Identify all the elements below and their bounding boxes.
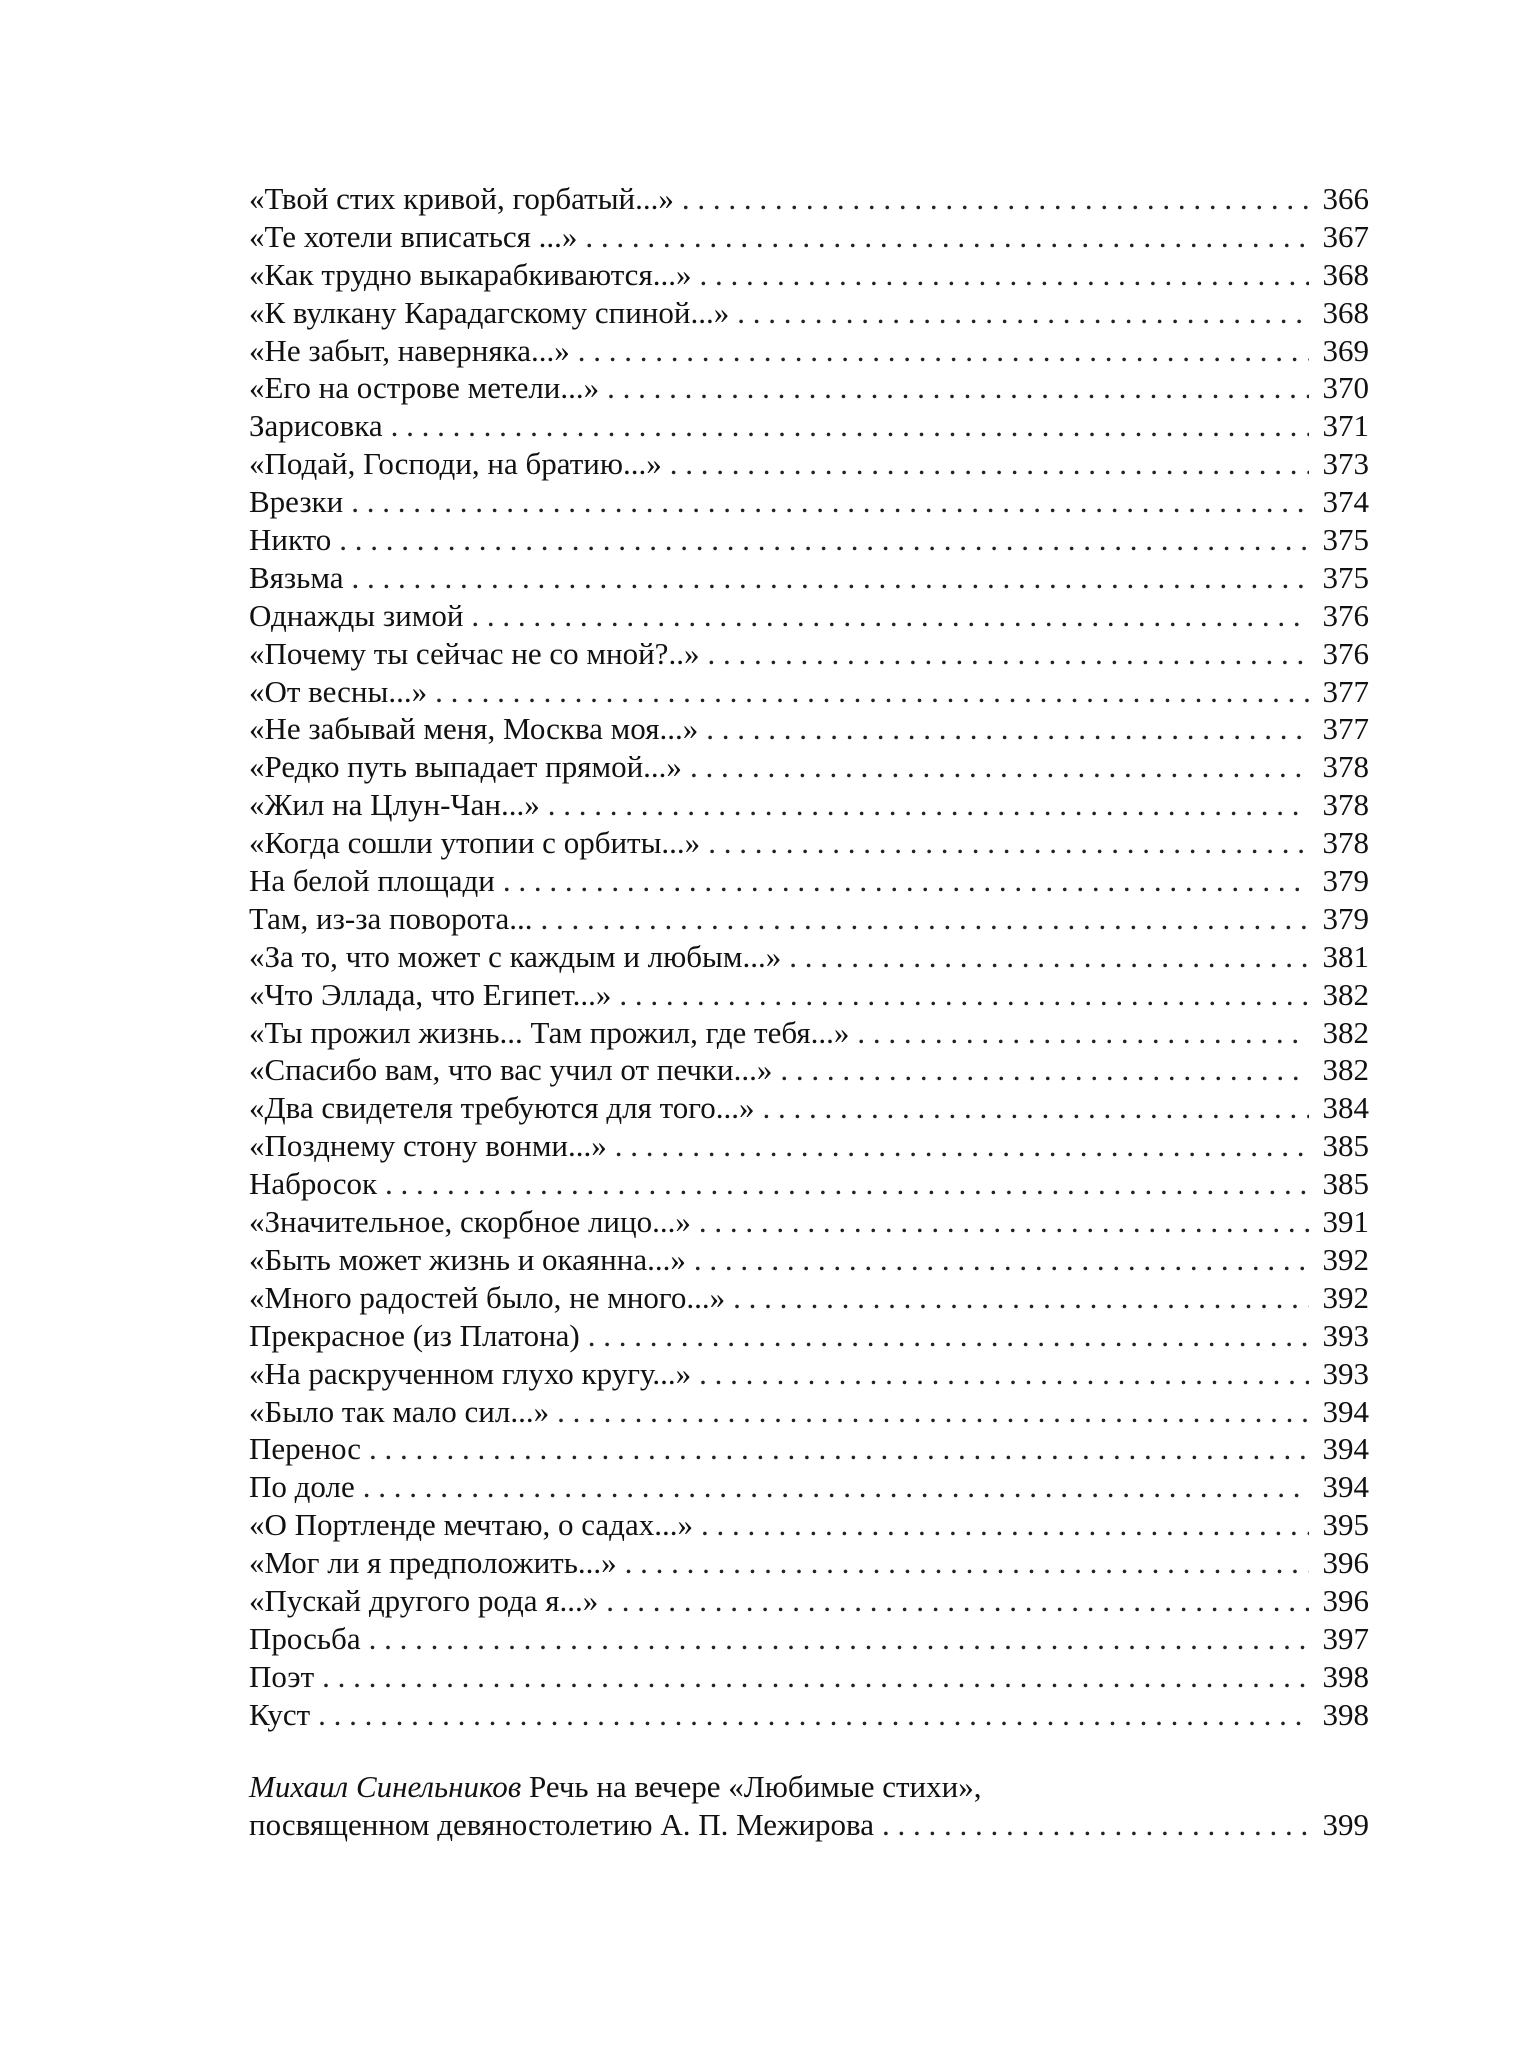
toc-entry — [249, 862, 1369, 900]
dot-leader — [733, 1279, 1309, 1317]
dot-leader — [780, 1051, 1309, 1089]
toc-entry-title: Вязьма — [249, 559, 344, 595]
toc-entry-title: «Редко путь выпадает прямой...» — [249, 749, 682, 785]
dot-leader — [699, 1355, 1309, 1393]
toc-entry — [249, 180, 1369, 218]
toc-entry-page-number: 398 — [1322, 1658, 1369, 1694]
dot-leader — [548, 786, 1309, 824]
dot-leader — [690, 748, 1309, 786]
afterword-line-2 — [249, 1806, 1369, 1844]
toc-entry-page-number: 381 — [1322, 938, 1369, 974]
dot-leader — [694, 1241, 1309, 1279]
dot-leader — [701, 1506, 1309, 1544]
toc-entry-page-number: 367 — [1322, 218, 1369, 254]
dot-leader — [706, 710, 1309, 748]
dot-leader — [585, 218, 1309, 256]
toc-entry — [249, 483, 1369, 521]
dot-leader — [625, 1544, 1309, 1582]
dot-leader — [351, 483, 1309, 521]
afterword-author: Михаил Синельников — [249, 1769, 522, 1804]
toc-entry-page-number: 368 — [1322, 256, 1369, 292]
toc-entry-title: «На раскрученном глухо кругу...» — [249, 1355, 692, 1391]
dot-leader — [615, 1127, 1309, 1165]
toc-entry-page-number: 369 — [1322, 332, 1369, 368]
toc-entry — [249, 786, 1369, 824]
toc-entry — [249, 938, 1369, 976]
toc-entry-title: «Быть может жизнь и окаянна...» — [249, 1241, 686, 1277]
toc-entry — [249, 673, 1369, 711]
dot-leader — [619, 976, 1309, 1014]
toc-entry-page-number: 375 — [1322, 522, 1369, 558]
toc-entry-page-number: 378 — [1322, 825, 1369, 861]
toc-entry-title: «К вулкану Карадагскому спиной...» — [249, 294, 730, 330]
toc-entry — [249, 1620, 1369, 1658]
toc-entry — [249, 976, 1369, 1014]
toc-entry-page-number: 382 — [1322, 1014, 1369, 1050]
toc-entry — [249, 1051, 1369, 1089]
toc-entry — [249, 1127, 1369, 1165]
dot-leader — [737, 294, 1309, 332]
toc-entry-title: «Не забыт, наверняка...» — [249, 332, 570, 368]
toc-entry-title: Зарисовка — [249, 408, 383, 444]
toc-entry-title: «Два свидетеля требуются для того...» — [249, 1090, 755, 1126]
toc-entry — [249, 256, 1369, 294]
toc-entry-page-number: 368 — [1322, 294, 1369, 330]
toc-entry-title: Куст — [249, 1696, 311, 1732]
toc-entry-title: Там, из-за поворота... — [249, 900, 533, 936]
toc-entry-page-number: 394 — [1322, 1393, 1369, 1429]
toc-entry-title: «Как трудно выкарабкиваются...» — [249, 256, 692, 292]
toc-entry-page-number: 392 — [1322, 1241, 1369, 1277]
toc-entry — [249, 900, 1369, 938]
toc-entry-title: «Его на острове метели...» — [249, 370, 600, 406]
toc-entry-title: «Позднему стону вонми...» — [249, 1128, 607, 1164]
toc-entry — [249, 748, 1369, 786]
toc-entry-title: «За то, что может с каждым и любым...» — [249, 938, 782, 974]
toc-entry — [249, 1203, 1369, 1241]
toc-entry-page-number: 371 — [1322, 408, 1369, 444]
toc-entry-page-number: 395 — [1322, 1507, 1369, 1543]
toc-entry — [249, 559, 1369, 597]
dot-leader — [369, 1620, 1309, 1658]
dot-leader — [339, 521, 1309, 559]
toc-entry-title: «Твой стих кривой, горбатый...» — [249, 181, 674, 216]
toc-entry — [249, 407, 1369, 445]
toc-entry — [249, 294, 1369, 332]
afterword-entry — [249, 1768, 1369, 1844]
toc-entry-page-number: 377 — [1322, 673, 1369, 709]
toc-entry-page-number: 394 — [1322, 1431, 1369, 1467]
toc-entry-page-number: 376 — [1322, 597, 1369, 633]
toc-entry-title: «Те хотели вписаться ...» — [249, 218, 578, 254]
dot-leader — [503, 862, 1309, 900]
toc-entry-page-number: 379 — [1322, 863, 1369, 899]
toc-entry-title: На белой площади — [249, 863, 495, 899]
dot-leader — [707, 635, 1309, 673]
dot-leader — [369, 1430, 1309, 1468]
toc-entry — [249, 1696, 1369, 1734]
toc-entry — [249, 710, 1369, 748]
toc-entry-title: «От весны...» — [249, 673, 428, 709]
toc-entry — [249, 218, 1369, 256]
toc-entry-page-number: 370 — [1322, 370, 1369, 406]
toc-entry — [249, 1241, 1369, 1279]
dot-leader — [763, 1089, 1310, 1127]
dot-leader — [541, 900, 1310, 938]
toc-entry-page-number: 385 — [1322, 1166, 1369, 1202]
toc-entry-title: По доле — [249, 1469, 355, 1505]
toc-entry-page-number: 378 — [1322, 787, 1369, 823]
toc-entry-title: Никто — [249, 522, 332, 558]
toc-entry-page-number: 366 — [1322, 181, 1369, 216]
toc-entry-title: «Пускай другого рода я...» — [249, 1582, 599, 1618]
toc-entry-title: «Спасибо вам, что вас учил от печки...» — [249, 1052, 773, 1088]
toc-entry — [249, 1430, 1369, 1468]
toc-entry-page-number: 394 — [1322, 1469, 1369, 1505]
afterword-title-line-1: Речь на вечере «Любимые стихи», — [521, 1769, 982, 1804]
toc-entry-title: «Что Эллада, что Египет...» — [249, 976, 612, 1012]
toc-entry-page-number: 393 — [1322, 1355, 1369, 1391]
toc-entry-page-number: 373 — [1322, 446, 1369, 482]
toc-entry — [249, 521, 1369, 559]
toc-entry-page-number: 391 — [1322, 1204, 1369, 1240]
toc-entry-title: «Почему ты сейчас не со мной?..» — [249, 635, 700, 671]
dot-leader — [391, 407, 1309, 445]
table-of-contents — [249, 180, 1369, 1734]
dot-leader — [471, 597, 1309, 635]
toc-entry-title: Однажды зимой — [249, 597, 464, 633]
toc-entry — [249, 1279, 1369, 1317]
dot-leader — [606, 1582, 1309, 1620]
dot-leader — [682, 180, 1309, 218]
dot-leader — [670, 445, 1309, 483]
toc-entry-title: «Значительное, скорбное лицо...» — [249, 1204, 691, 1240]
toc-entry — [249, 445, 1369, 483]
dot-leader — [789, 938, 1309, 976]
toc-entry — [249, 1658, 1369, 1696]
toc-entry — [249, 597, 1369, 635]
toc-entry — [249, 1544, 1369, 1582]
toc-entry-title: «Подай, Господи, на братию...» — [249, 446, 662, 482]
toc-entry — [249, 1506, 1369, 1544]
toc-entry-title: Прекрасное (из Платона) — [249, 1317, 580, 1353]
toc-entry-title: «Много радостей было, не много...» — [249, 1279, 726, 1315]
dot-leader — [557, 1393, 1309, 1431]
toc-entry — [249, 1582, 1369, 1620]
toc-entry-title: Перенос — [249, 1431, 362, 1467]
toc-entry-title: Просьба — [249, 1620, 361, 1656]
dot-leader — [699, 1203, 1309, 1241]
dot-leader — [578, 332, 1309, 370]
toc-entry-title: «Жил на Цлун-Чан...» — [249, 787, 540, 823]
dot-leader — [882, 1806, 1309, 1844]
toc-entry-title: «Когда сошли утопии с орбиты...» — [249, 825, 701, 861]
toc-entry-title: Поэт — [249, 1658, 315, 1694]
toc-entry-page-number: 396 — [1322, 1545, 1369, 1581]
dot-leader — [857, 1014, 1309, 1052]
toc-entry-page-number: 396 — [1322, 1582, 1369, 1618]
toc-entry-page-number: 397 — [1322, 1620, 1369, 1656]
toc-entry — [249, 1089, 1369, 1127]
toc-entry-page-number: 379 — [1322, 900, 1369, 936]
toc-entry-title: «Ты прожил жизнь... Там прожил, где тебя...» — [249, 1014, 850, 1050]
toc-entry-page-number: 374 — [1322, 484, 1369, 520]
afterword-page-number: 399 — [1322, 1806, 1369, 1842]
toc-entry — [249, 1468, 1369, 1506]
toc-entry — [249, 1317, 1369, 1355]
toc-entry — [249, 369, 1369, 407]
toc-entry-title: «Было так мало сил...» — [249, 1393, 550, 1429]
dot-leader — [607, 369, 1309, 407]
toc-entry — [249, 332, 1369, 370]
toc-entry-page-number: 385 — [1322, 1128, 1369, 1164]
dot-leader — [588, 1317, 1309, 1355]
toc-entry-page-number: 375 — [1322, 559, 1369, 595]
dot-leader — [435, 673, 1309, 711]
toc-entry-page-number: 393 — [1322, 1317, 1369, 1353]
toc-entry-page-number: 378 — [1322, 749, 1369, 785]
toc-entry-title: Набросок — [249, 1166, 378, 1202]
toc-entry-title: «Не забывай меня, Москва моя...» — [249, 711, 699, 747]
dot-leader — [322, 1658, 1309, 1696]
toc-entry-title: «О Портленде мечтаю, о садах...» — [249, 1507, 693, 1543]
dot-leader — [318, 1696, 1309, 1734]
dot-leader — [699, 256, 1309, 294]
toc-entry-title: «Мог ли я предположить...» — [249, 1545, 617, 1581]
dot-leader — [363, 1468, 1309, 1506]
dot-leader — [385, 1165, 1309, 1203]
toc-entry — [249, 1355, 1369, 1393]
toc-entry-title: Врезки — [249, 484, 344, 520]
toc-entry-page-number: 376 — [1322, 635, 1369, 671]
toc-entry — [249, 824, 1369, 862]
toc-entry-page-number: 382 — [1322, 1052, 1369, 1088]
toc-entry-page-number: 398 — [1322, 1696, 1369, 1732]
dot-leader — [708, 824, 1309, 862]
dot-leader — [351, 559, 1309, 597]
toc-entry-page-number: 377 — [1322, 711, 1369, 747]
toc-entry-page-number: 384 — [1322, 1090, 1369, 1126]
toc-entry — [249, 1393, 1369, 1431]
toc-entry-page-number: 382 — [1322, 976, 1369, 1012]
afterword-title-line-2: посвященном девяностолетию А. П. Межирова — [249, 1806, 875, 1842]
toc-entry — [249, 1014, 1369, 1052]
toc-entry-page-number: 392 — [1322, 1279, 1369, 1315]
toc-entry — [249, 1165, 1369, 1203]
toc-entry — [249, 635, 1369, 673]
afterword-line-1 — [249, 1768, 1369, 1806]
